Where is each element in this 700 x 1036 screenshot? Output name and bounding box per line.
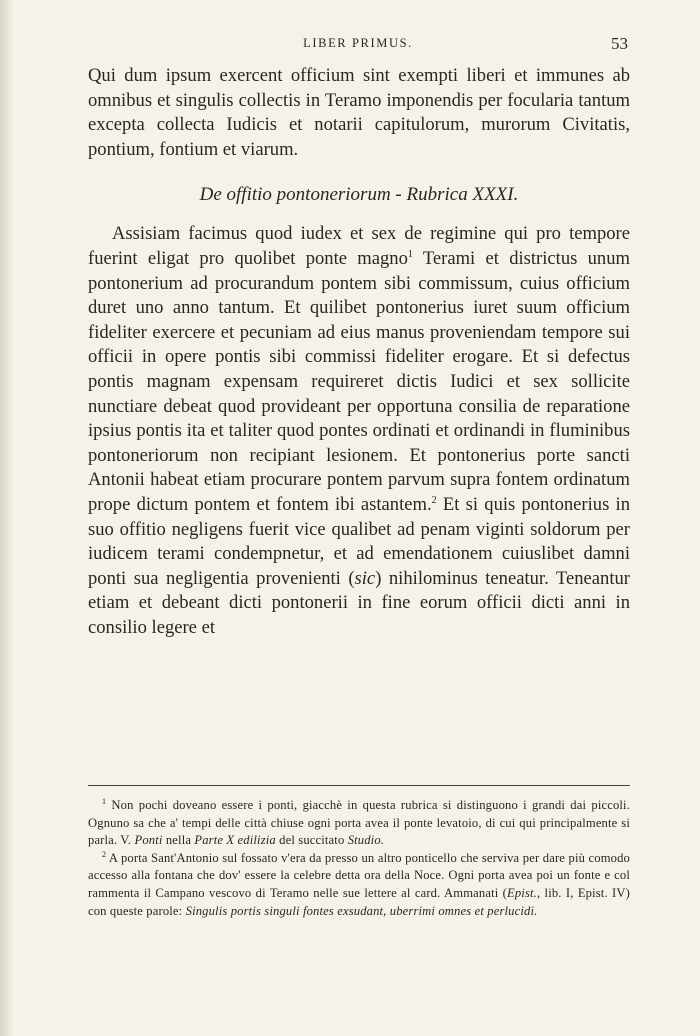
rubric-heading: De offitio pontoneriorum - Rubrica XXXI. [199, 184, 519, 206]
text-span: Terami et districtus unum pontonerium ad procurandum pontem sibi commissum, cuius officium duret uno anno tantum. Et quilibet pontonerius iuret suum officium fideliter exercere et pecuniam ad eius manus proveniendam tempore sui officii in opere pontis sibi commissi fideliter erogare. Et si defectus pontis magnam expensam requireret dictis Iudici et sex sollicite nunctiare debeat quod provideant per opportuna consilia de reparatione ipsius pontis ita et taliter quod pontes ordinati et ordinandi in fluminibus pontoneriorum non recipiant lesionem. Et pontonerius porte sancti Antonii habeat etiam procurare pontem parvum supra fontem ordinatum prope dictum pontem et fontem ibi astantem. [88, 247, 630, 515]
running-head [88, 36, 628, 56]
sic-mark: sic [354, 567, 376, 589]
text-span: Non pochi doveano essere i ponti, giacchè in questa rubrica si distinguono i grandi dai piccoli. Ognuno sa che a' tempi delle città chiuse ogni porta avea il ponte levatoio, di cui qui principalmente si parla. V. [88, 798, 630, 848]
footnote-mark: 2 [102, 849, 107, 859]
footnotes [88, 797, 630, 920]
running-title: LIBER PRIMUS. [303, 36, 413, 50]
italic-span: Parte X edilizia [194, 833, 276, 848]
footnote-2 [88, 850, 630, 920]
text-span: A porta Sant'Antonio sul fossato v'era da presso un altro ponticello che serviva per dare più comodo accesso alla fontana che dov' essere la celebre detta ora della Noce. Ogni porta avea poi un fonte e col rammenta il Campano vescovo di Teramo nelle sue lettere al card. Ammanati ( [88, 850, 630, 900]
footnote-1 [88, 797, 630, 850]
footnote-ref-2[interactable]: 2 [431, 494, 437, 506]
text-span: del succitato [275, 833, 348, 848]
page-gutter [0, 0, 14, 1036]
italic-span: Epist. [507, 885, 537, 900]
text-span: Et si quis pontonerius in suo offitio negligens fuerit vice qualibet ad penam viginti soldorum per iudicem terami condempnetur, et ad emendationem cuiuslibet damni ponti sua negligentia provenienti ( [88, 493, 631, 589]
italic-span: Ponti [134, 833, 163, 848]
italic-span: Studio. [347, 833, 385, 848]
paragraph-continuation: Qui dum ipsum exercent officium sint exempti liberi et immunes ab omnibus et singulis collectis in Teramo imponendis per focularia tantum excepta collecta Iudicis et notarii capitulorum, murorum Civitatis, pontium, fontium et viarum. [88, 65, 630, 160]
footnote-ref-1[interactable]: 1 [407, 248, 413, 260]
text-span: , lib. I, Epist. IV) con queste parole: [88, 885, 630, 918]
paragraph-rubric-text [88, 222, 630, 640]
text-span: Assisiam facimus quod iudex et sex de regimine qui pro tempore fuerint eligat pro quolibet ponte magno [88, 223, 630, 269]
italic-span: Singulis portis singuli fontes exsudant, uberrimi omnes et perlucidi. [185, 903, 538, 918]
footnote-divider [88, 785, 630, 786]
text-span: nella [162, 833, 195, 848]
footnote-mark: 1 [102, 796, 107, 806]
text-span: ) nihilominus teneatur. Teneantur etiam et debeant dicti pontonerii in fine eorum officii dicti anni in consilio legere et [88, 567, 630, 638]
main-text [88, 64, 630, 640]
page-number: 53 [611, 34, 628, 53]
